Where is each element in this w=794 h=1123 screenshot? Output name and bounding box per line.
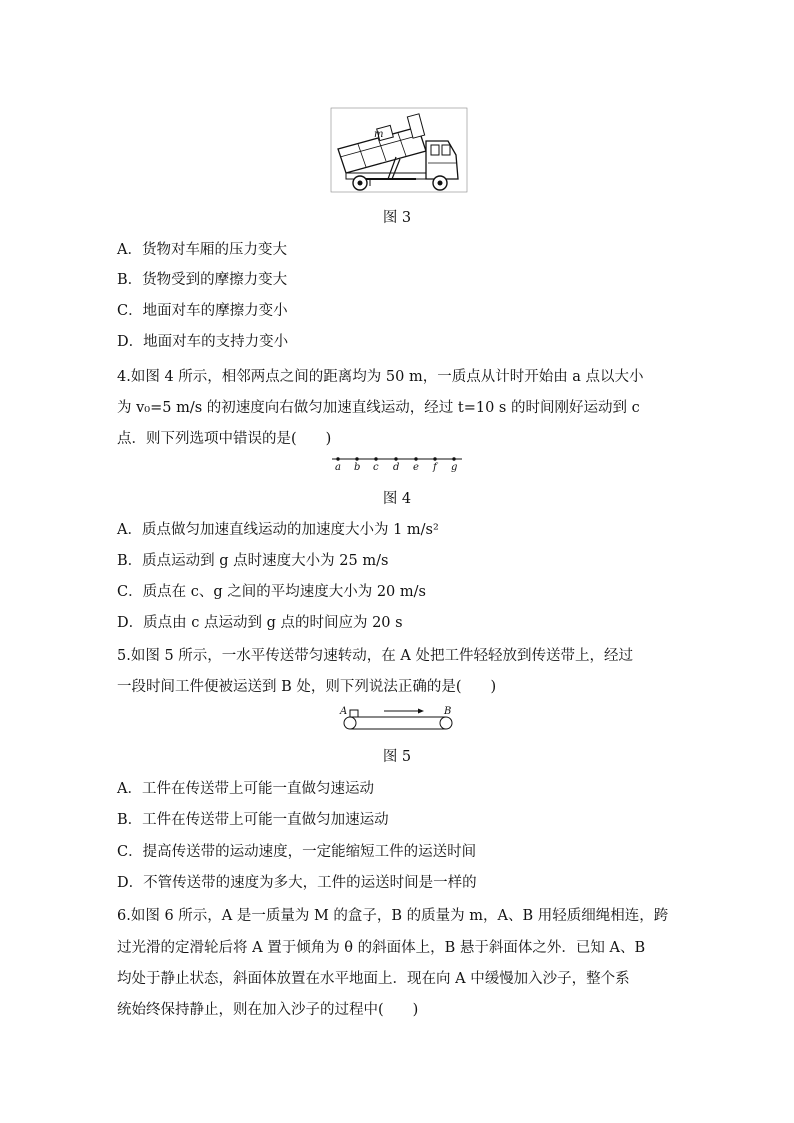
figure-4-points-line (330, 452, 464, 476)
point-label-d: d (393, 462, 400, 473)
q6-stem-line-3: 均处于静止状态，斜面体放置在水平地面上．现在向 A 中缓慢加入沙子，整个系 (117, 971, 630, 987)
q4-option-c: C．质点在 c、g 之间的平均速度大小为 20 m/s (117, 584, 426, 600)
q6-stem-line-1: 6.如图 6 所示，A 是一质量为 M 的盒子，B 的质量为 m，A、B 用轻质细绳相连，跨 (117, 908, 669, 924)
label-a: A (340, 706, 348, 717)
figure-4-caption: 图 4 (382, 491, 412, 507)
q5-option-d: D．不管传送带的速度为多大，工件的运送时间是一样的 (117, 875, 477, 891)
figure-3-caption: 图 3 (382, 210, 412, 226)
point-label-c: c (373, 462, 379, 473)
point-label-f: f (433, 462, 437, 473)
q5-option-b: B．工件在传送带上可能一直做匀加速运动 (117, 812, 389, 828)
q4-stem-line-2: 为 v₀=5 m/s 的初速度向右做匀加速直线运动，经过 t=10 s 的时间刚好运动到 c (117, 400, 640, 416)
point-label-a: a (335, 462, 341, 473)
q3-option-a: A．货物对车厢的压力变大 (117, 242, 287, 258)
conveyor-svg (338, 706, 458, 732)
q3-option-d: D．地面对车的支持力变小 (117, 334, 289, 350)
point-label-b: b (354, 462, 361, 473)
q4-option-a: A．质点做匀加速直线运动的加速度大小为 1 m/s² (117, 522, 439, 538)
point-label-e: e (413, 462, 419, 473)
q5-stem-line-2: 一段时间工件便被运送到 B 处，则下列说法正确的是( ) (117, 679, 497, 695)
q3-option-b: B．货物受到的摩擦力变大 (117, 272, 288, 288)
q4-stem-line-1: 4.如图 4 所示，相邻两点之间的距离均为 50 m，一质点从计时开始由 a 点以大小 (117, 369, 644, 385)
figure-3-dump-truck (330, 107, 468, 193)
dump-truck-illustration (330, 107, 468, 193)
q4-stem-line-3: 点．则下列选项中错误的是( ) (117, 431, 332, 447)
q5-option-c: C．提高传送带的运动速度，一定能缩短工件的运送时间 (117, 844, 477, 860)
q5-stem-line-1: 5.如图 5 所示，一水平传送带匀速转动，在 A 处把工件轻轻放到传送带上，经过 (117, 648, 633, 664)
q4-option-d: D．质点由 c 点运动到 g 点的时间应为 20 s (117, 615, 403, 631)
q6-stem-line-4: 统始终保持静止，则在加入沙子的过程中( ) (117, 1002, 419, 1018)
label-m: m (374, 129, 384, 140)
q4-option-b: B．质点运动到 g 点时速度大小为 25 m/s (117, 553, 389, 569)
q5-option-a: A．工件在传送带上可能一直做匀速运动 (117, 781, 374, 797)
figure-5-conveyor (338, 706, 458, 732)
q6-stem-line-2: 过光滑的定滑轮后将 A 置于倾角为 θ 的斜面体上，B 悬于斜面体之外．已知 A、B (117, 940, 646, 956)
point-label-g: g (451, 462, 458, 473)
label-b: B (444, 706, 452, 717)
q3-option-c: C．地面对车的摩擦力变小 (117, 303, 288, 319)
figure-5-caption: 图 5 (382, 749, 412, 765)
